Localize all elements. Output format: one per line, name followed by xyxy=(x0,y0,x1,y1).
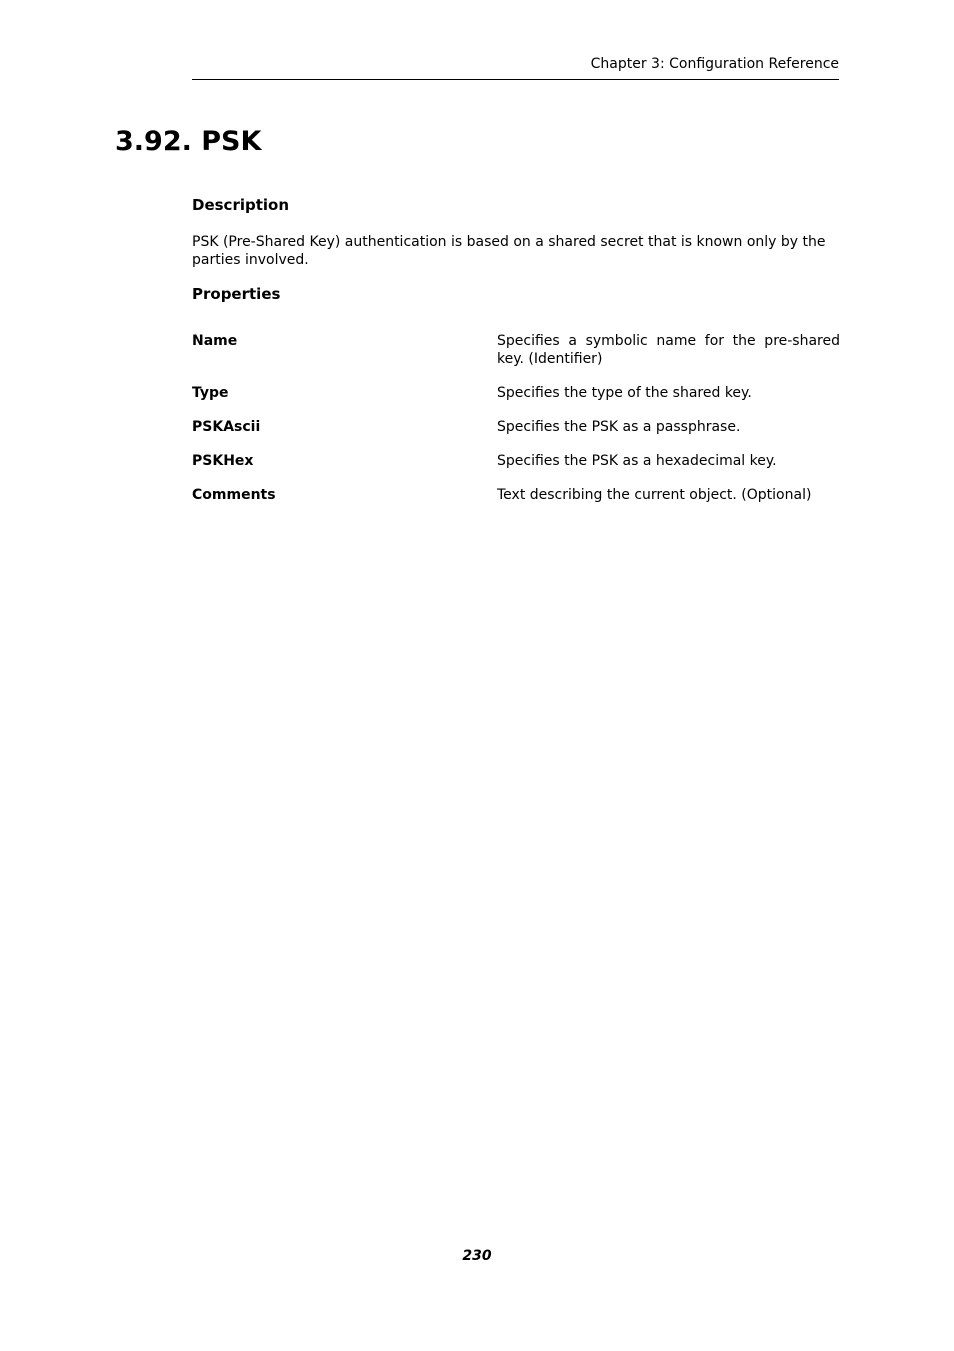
property-name: Name xyxy=(192,333,238,349)
property-name: PSKHex xyxy=(192,453,254,469)
description-section xyxy=(192,195,840,215)
description-heading: Description xyxy=(192,196,290,214)
description-text: PSK (Pre-Shared Key) authentication is based on a shared secret that is known only by the parties involved. xyxy=(192,234,826,268)
description-body xyxy=(192,233,840,269)
property-description: Text describing the current object. (Optional) xyxy=(497,487,812,503)
chapter-title: Chapter 3: Configuration Reference xyxy=(590,56,839,72)
property-description: Specifies the PSK as a passphrase. xyxy=(497,419,741,435)
property-description: Specifies the type of the shared key. xyxy=(497,385,752,401)
property-description: Specifies a symbolic name for the pre-shared key. (Identifier) xyxy=(497,333,840,367)
property-description: Specifies the PSK as a hexadecimal key. xyxy=(497,453,777,469)
page-number: 230 xyxy=(462,1248,492,1264)
properties-section xyxy=(192,284,840,304)
running-header xyxy=(192,55,839,80)
property-name: PSKAscii xyxy=(192,419,261,435)
property-name: Comments xyxy=(192,487,276,503)
property-name: Type xyxy=(192,385,229,401)
properties-heading: Properties xyxy=(192,285,281,303)
section-title: 3.92. PSK xyxy=(115,126,262,157)
